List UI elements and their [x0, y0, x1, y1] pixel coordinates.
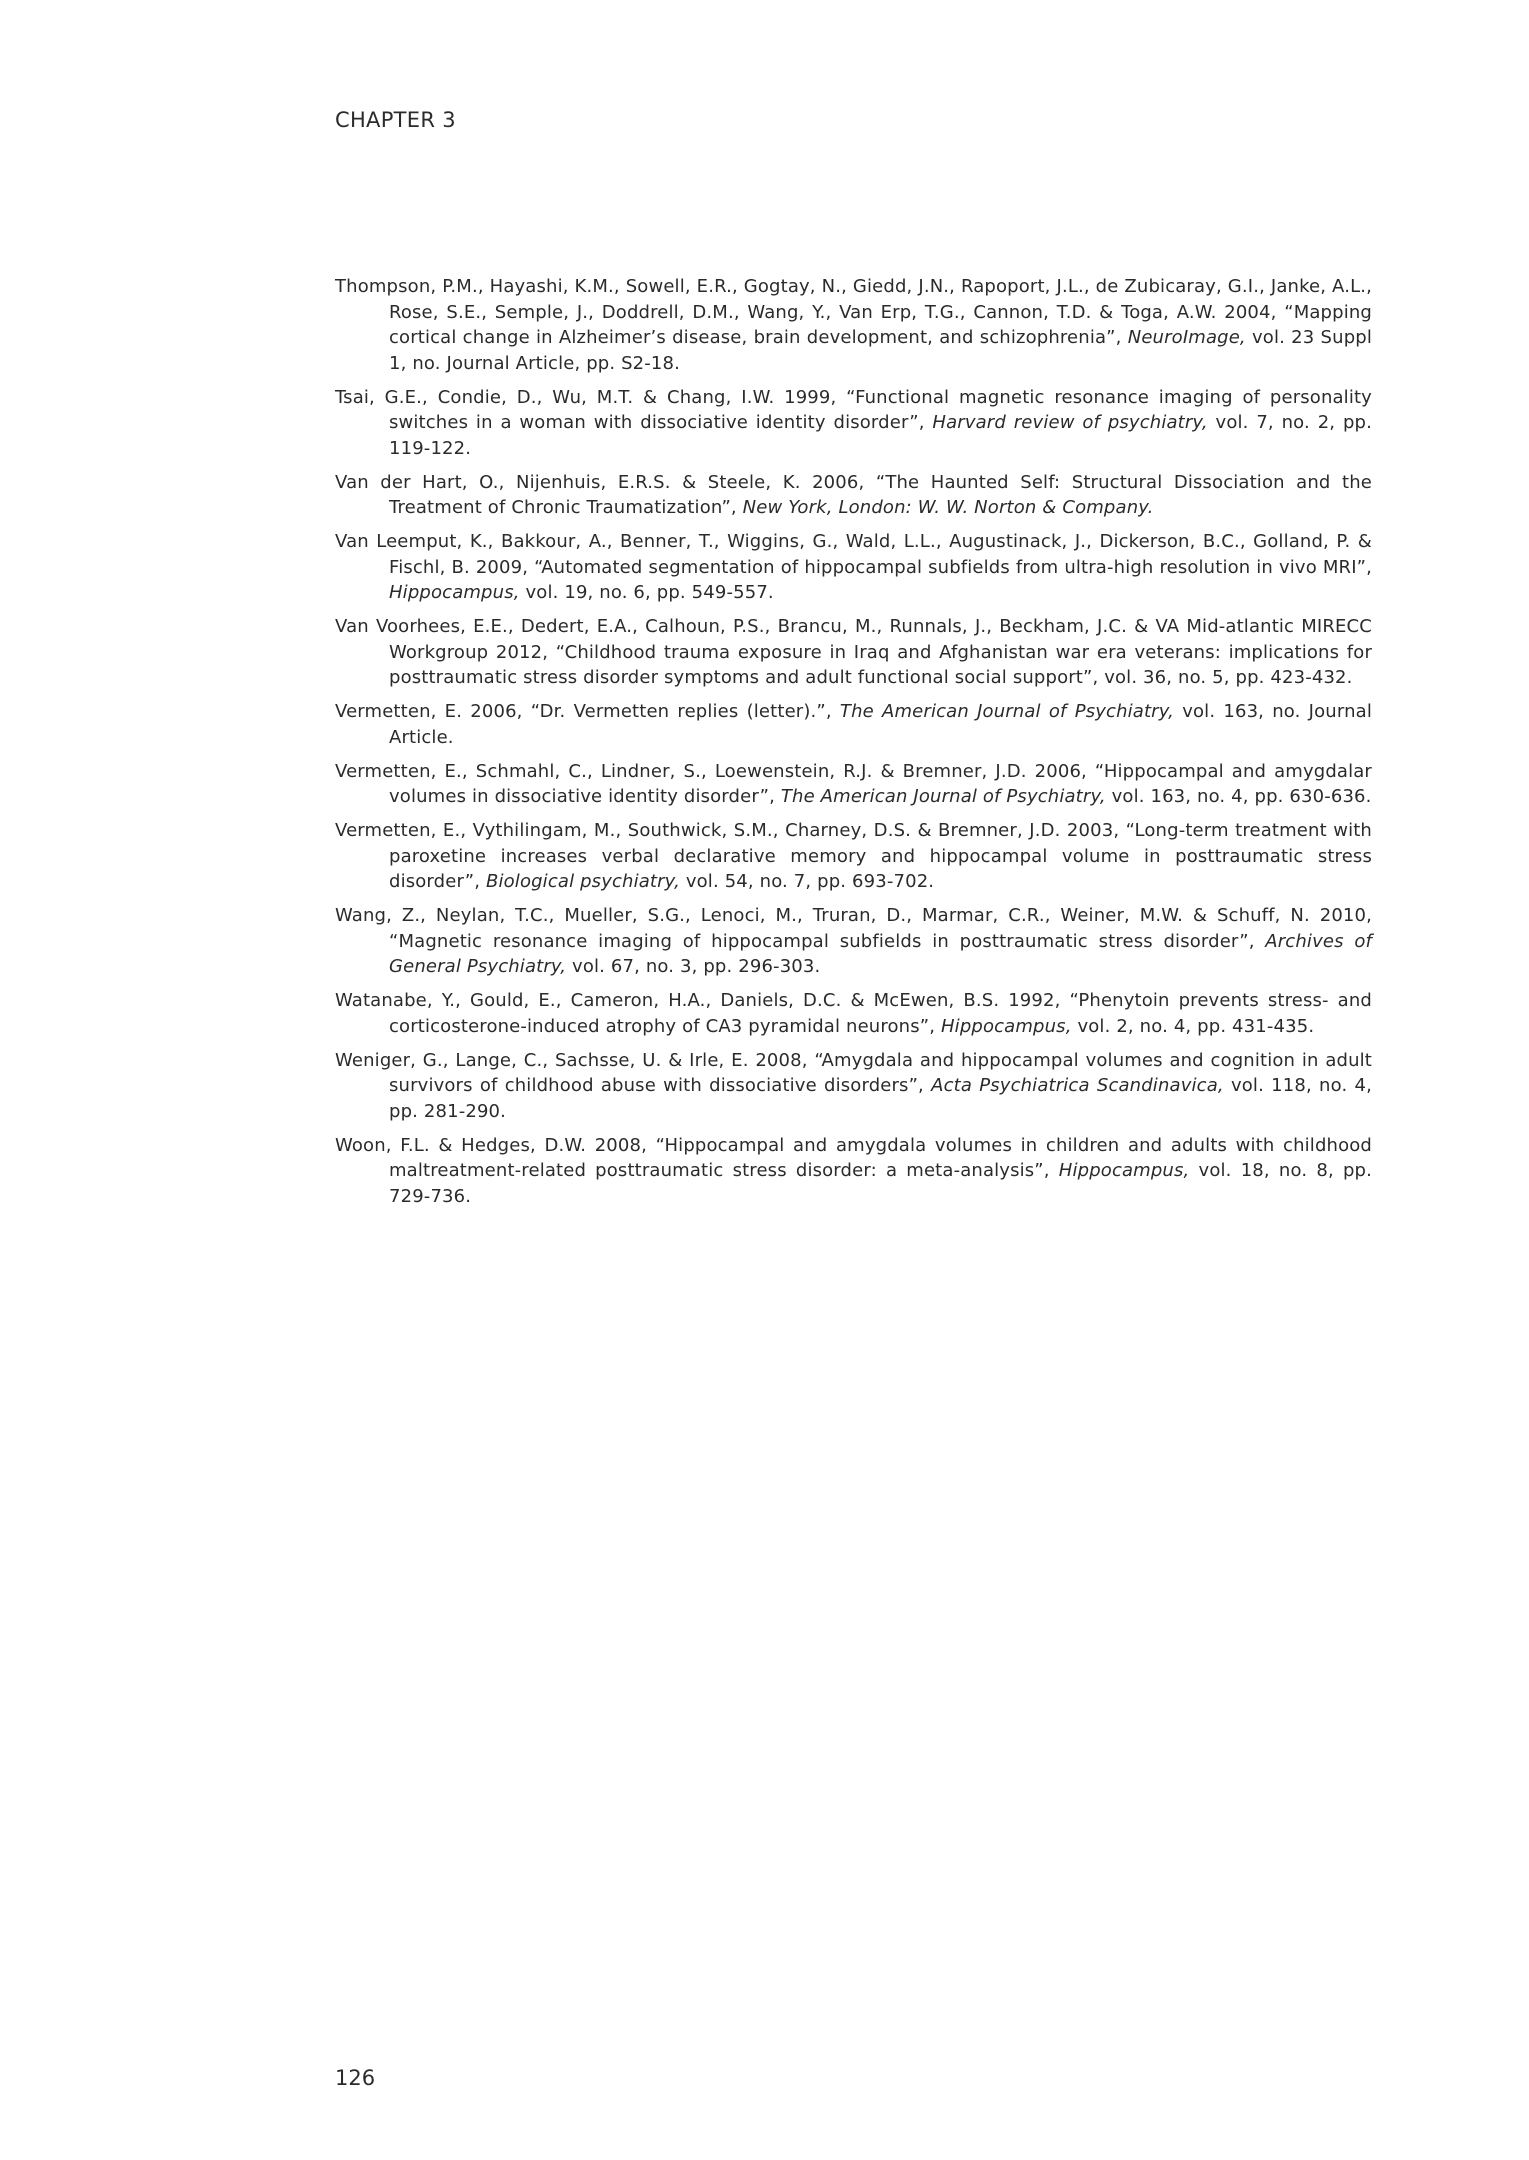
reference-journal: The American Journal of Psychiatry, — [839, 701, 1175, 722]
reference-text: Thompson, P.M., Hayashi, K.M., Sowell, E.R., Gogtay, N., Giedd, J.N., Rapoport, J.L., de Zubicaray, G.I., Janke, A.L., Rose, S.E., Semple, J., Doddrell, D.M., Wang, Y., Van Erp, T.G., Cannon, T.D. & Toga, A.W. 2004, “Mapping cortical change in Alzheimer’s disease, brain development, and schizophrenia”, — [335, 276, 1372, 348]
reference-entry — [335, 529, 1372, 606]
reference-text: Wang, Z., Neylan, T.C., Mueller, S.G., Lenoci, M., Truran, D., Marmar, C.R., Weiner, M.W. & Schuff, N. 2010, “Magnetic resonance imaging of hippocampal subfields in posttraumatic stress disorder”, — [335, 905, 1372, 952]
chapter-heading: CHAPTER 3 — [335, 108, 456, 132]
reference-text: Tsai, G.E., Condie, D., Wu, M.T. & Chang, I.W. 1999, “Functional magnetic resonance imaging of personality switches in a woman with dissociative identity disorder”, — [335, 386, 1372, 433]
reference-details: vol. 118, no. 4, pp. 281-290. — [389, 1075, 1373, 1122]
reference-entry — [335, 274, 1372, 376]
reference-entry — [335, 614, 1372, 691]
reference-journal: Biological psychiatry, — [485, 871, 680, 892]
reference-details: vol. 18, no. 8, pp. 729-736. — [389, 1160, 1372, 1207]
reference-text: Vermetten, E. 2006, “Dr. Vermetten replies (letter).”, — [335, 701, 840, 722]
page-number: 126 — [335, 2066, 376, 2090]
reference-details: vol. 163, no. Journal Article. — [389, 701, 1372, 748]
reference-entry — [335, 988, 1372, 1039]
reference-list — [335, 274, 1372, 1218]
reference-entry — [335, 699, 1372, 750]
reference-entry — [335, 470, 1372, 521]
reference-entry — [335, 903, 1372, 980]
reference-journal: Hippocampus, — [389, 582, 520, 603]
reference-text: Watanabe, Y., Gould, E., Cameron, H.A., Daniels, D.C. & McEwen, B.S. 1992, “Phenytoin prevents stress- and corticosterone-induced atrophy of CA3 pyramidal neurons”, — [335, 990, 1372, 1037]
reference-entry — [335, 818, 1372, 895]
reference-details: vol. 19, no. 6, pp. 549-557. — [519, 582, 774, 603]
reference-details: vol. 7, no. 2, pp. 119-122. — [389, 412, 1372, 459]
reference-journal: Harvard review of psychiatry, — [932, 412, 1208, 433]
reference-entry — [335, 1048, 1372, 1125]
reference-details: vol. 23 Suppl 1, no. Journal Article, pp. S2-18. — [389, 327, 1372, 374]
reference-text: Van Voorhees, E.E., Dedert, E.A., Calhoun, P.S., Brancu, M., Runnals, J., Beckham, J.C. & VA Mid-atlantic MIRECC Workgroup 2012, “Childhood trauma exposure in Iraq and Afghanistan war era veterans: implications for posttraumatic stress disorder symptoms and adult functional social support”, vol. 36, no. 5, pp. 423-432. — [335, 616, 1372, 688]
reference-journal: Archives of General Psychiatry, — [389, 930, 1372, 977]
reference-journal: Acta Psychiatrica Scandinavica, — [931, 1075, 1224, 1096]
reference-entry — [335, 385, 1372, 462]
reference-journal: New York, London: W. W. Norton & Company. — [742, 497, 1154, 518]
reference-details: vol. 163, no. 4, pp. 630-636. — [1105, 786, 1372, 807]
reference-entry — [335, 1133, 1372, 1210]
reference-text: Woon, F.L. & Hedges, D.W. 2008, “Hippocampal and amygdala volumes in children and adults with childhood maltreatment-related posttraumatic stress disorder: a meta-analysis”, — [335, 1134, 1372, 1181]
reference-text: Van Leemput, K., Bakkour, A., Benner, T., Wiggins, G., Wald, L.L., Augustinack, J., Dickerson, B.C., Golland, P. & Fischl, B. 2009, “Automated segmentation of hippocampal subfields from ultra-high resolution in vivo MRI”, — [335, 531, 1372, 578]
reference-journal: The American Journal of Psychiatry, — [780, 786, 1106, 807]
reference-journal: Hippocampus, — [940, 1015, 1072, 1037]
reference-text: Vermetten, E., Schmahl, C., Lindner, S., Loewenstein, R.J. & Bremner, J.D. 2006, “Hippocampal and amygdalar volumes in dissociative identity disorder”, — [335, 760, 1372, 807]
reference-text: Van der Hart, O., Nijenhuis, E.R.S. & Steele, K. 2006, “The Haunted Self: Structural Dissociation and the Treatment of Chronic Traumatization”, — [335, 471, 1372, 518]
reference-entry — [335, 759, 1372, 810]
reference-details: vol. 67, no. 3, pp. 296-303. — [566, 956, 821, 977]
reference-journal: Hippocampus, — [1058, 1160, 1190, 1181]
reference-text: Weniger, G., Lange, C., Sachsse, U. & Irle, E. 2008, “Amygdala and hippocampal volumes and cognition in adult survivors of childhood abuse with dissociative disorders”, — [335, 1049, 1372, 1096]
reference-journal: NeuroImage, — [1127, 327, 1246, 348]
reference-text: Vermetten, E., Vythilingam, M., Southwick, S.M., Charney, D.S. & Bremner, J.D. 2003, “Long-term treatment with paroxetine increases verbal declarative memory and hippocampal volume in posttraumatic stress disorder”, — [335, 820, 1372, 892]
reference-details: vol. 2, no. 4, pp. 431-435. — [1071, 1015, 1315, 1037]
reference-details: vol. 54, no. 7, pp. 693-702. — [679, 871, 935, 892]
